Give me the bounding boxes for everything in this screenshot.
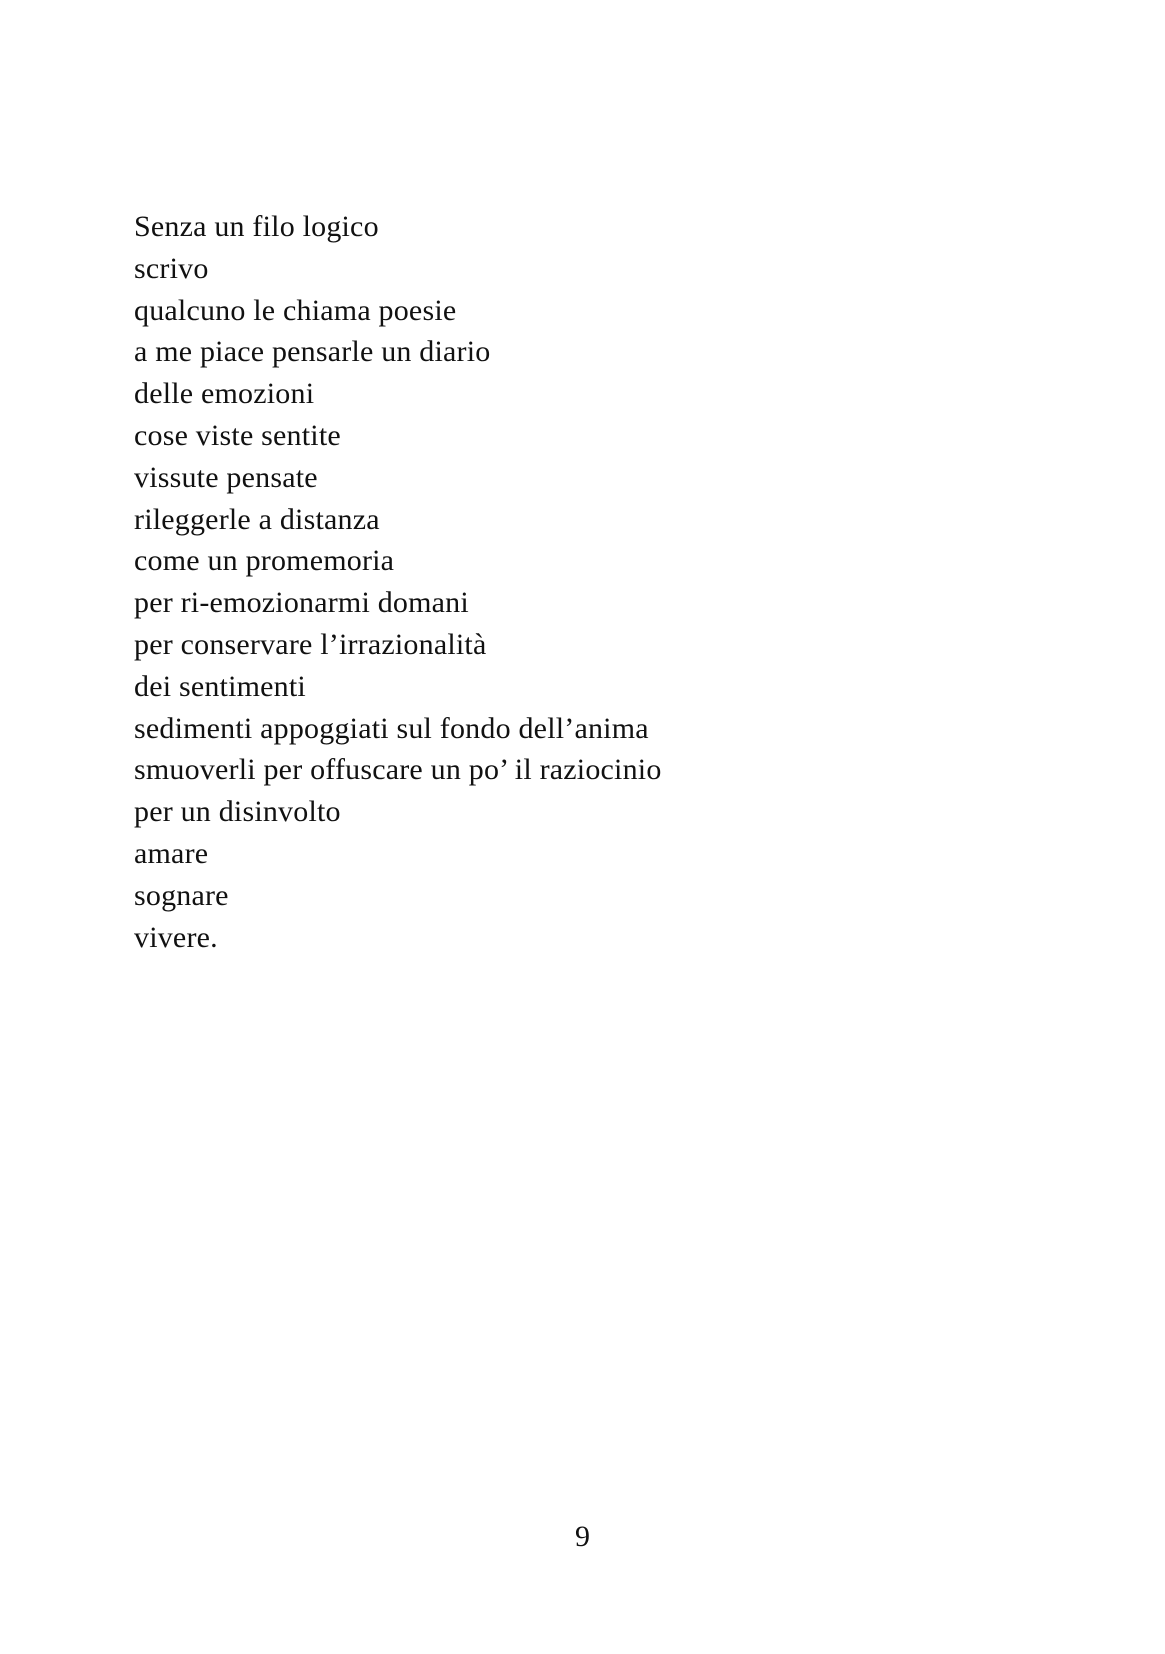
poem-line: vivere. xyxy=(134,920,218,954)
poem-line: scrivo xyxy=(134,251,209,285)
page-number: 9 xyxy=(575,1520,590,1553)
poem-line: dei sentimenti xyxy=(134,669,306,703)
poem-line: sedimenti appoggiati sul fondo dell’anima xyxy=(134,711,649,745)
poem-line: sognare xyxy=(134,878,229,912)
poem-line: per un disinvolto xyxy=(134,795,341,829)
poem-line: smuoverli per offuscare un po’ il raziocinio xyxy=(134,753,662,787)
poem-body xyxy=(134,206,662,958)
poem-line: qualcuno le chiama poesie xyxy=(134,293,457,327)
poem-line: amare xyxy=(134,836,209,870)
poem-line: cose viste sentite xyxy=(134,418,341,452)
poem-line: per ri-emozionarmi domani xyxy=(134,586,469,620)
poem-line: rileggerle a distanza xyxy=(134,502,380,536)
poem-line: per conservare l’irrazionalità xyxy=(134,627,487,661)
poem-line: delle emozioni xyxy=(134,377,315,411)
poem-line: vissute pensate xyxy=(134,460,318,494)
poem-line: Senza un filo logico xyxy=(134,210,379,243)
poem-line: a me piace pensarle un diario xyxy=(134,335,491,369)
poem-line: come un promemoria xyxy=(134,544,395,578)
